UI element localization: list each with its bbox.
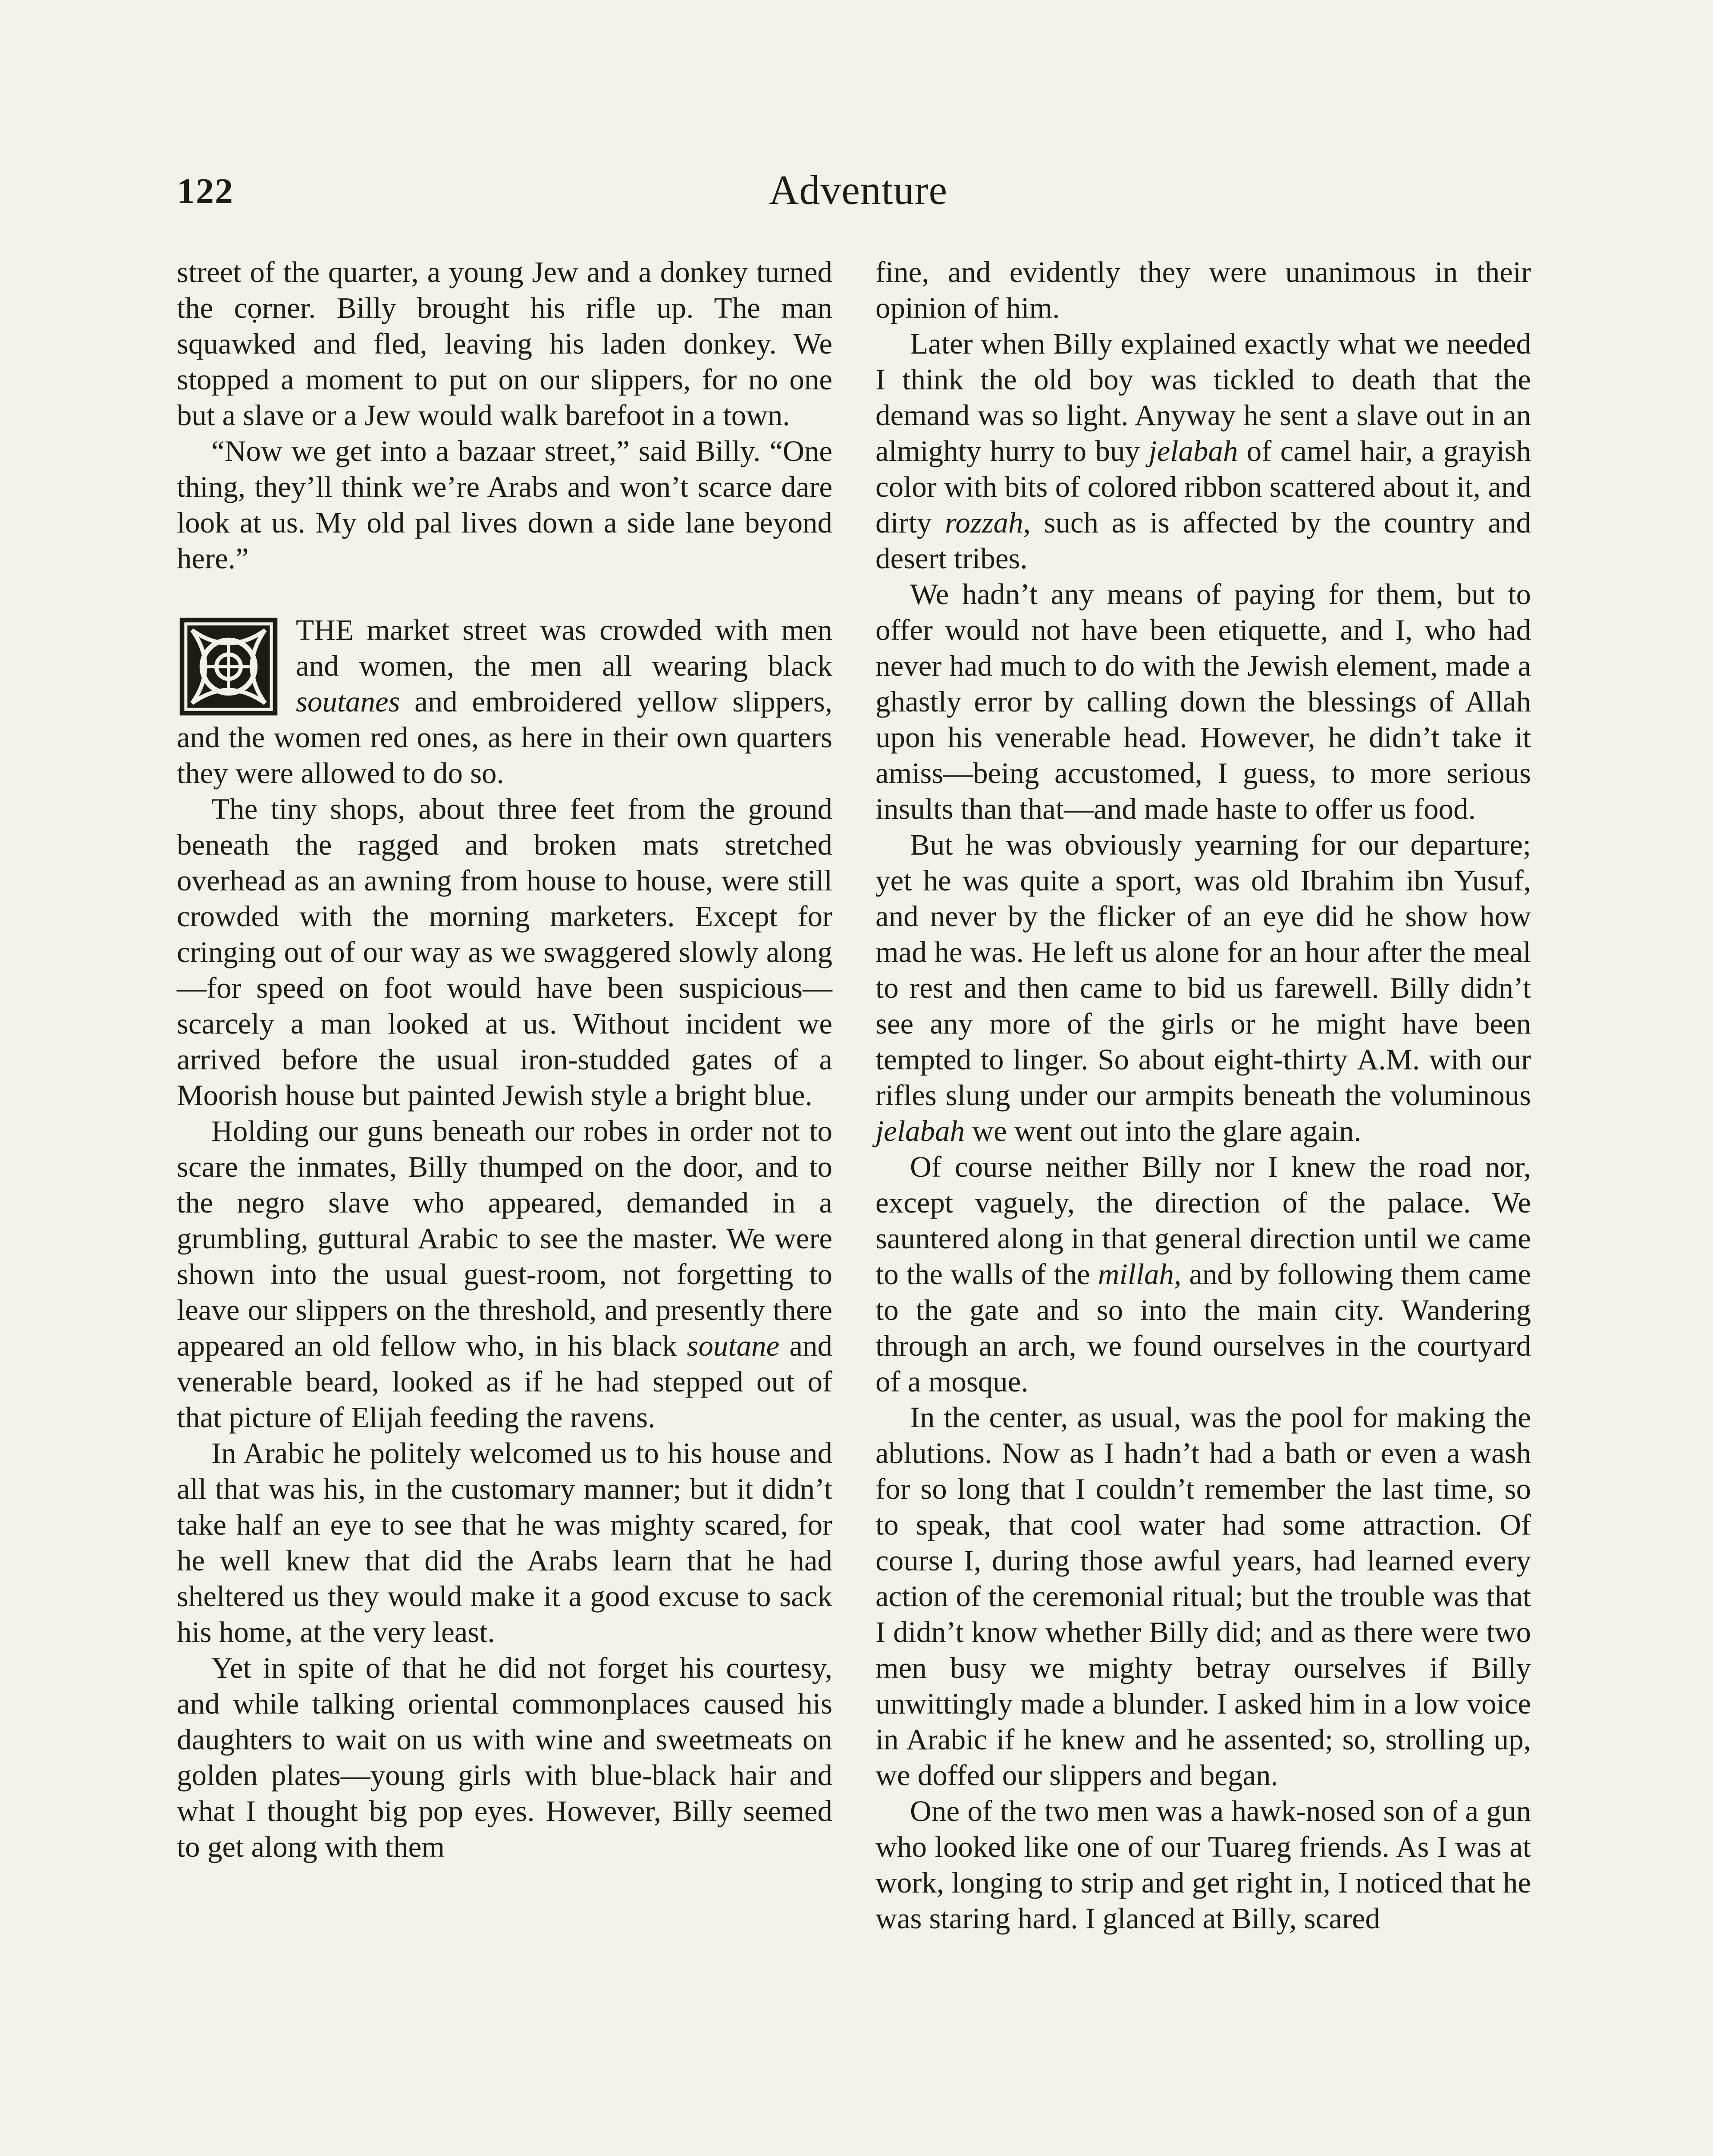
italic-term: soutanes <box>296 685 400 718</box>
paragraph: In Arabic he politely welcomed us to his house and all that was his, in the customary manner; but it didn’t take half an eye to see that he was mighty scared, for he well knew that did the Arabs learn that he had sheltered us they would make it a good excuse to sack his home, at the very least. <box>177 1437 832 1648</box>
section-opening-paragraph <box>177 612 832 791</box>
celtic-knot-ornament-icon <box>177 616 280 718</box>
italic-term: soutane <box>687 1329 780 1362</box>
paragraph <box>875 1149 1531 1400</box>
paragraph: street of the quarter, a young Jew and a donkey turned the cọrner. Billy brought his rifle up. The man squawked and fled, leaving his laden donkey. We stopped a moment to put on our slippers, for no one but a slave or a Jew would walk barefoot in a town. <box>177 256 832 432</box>
left-column <box>177 254 832 1865</box>
paragraph: fine, and evidently they were unanimous in their opinion of him. <box>875 256 1531 324</box>
paragraph-text: of camel hair, a grayish color with bits of colored ribbon scattered about it, and dirty <box>875 435 1531 539</box>
paragraph-text: and venerable beard, looked as if he had stepped out of that picture of Elijah feeding the ravens. <box>177 1329 832 1434</box>
paragraph <box>177 1113 832 1435</box>
page-number: 122 <box>177 171 234 211</box>
paragraph-text: Of course neither Billy nor I knew the road nor, except vaguely, the direction of the palace. We sauntered along in that general direction until we came to the walls of the <box>875 1150 1531 1291</box>
paragraph: Yet in spite of that he did not forget his courtesy, and while talking oriental commonplaces caused his daughters to wait on us with wine and sweetmeats on golden plates—young girls with blue-black hair and what I thought big pop eyes. However, Billy seemed to get along with them <box>177 1651 832 1863</box>
paragraph-text: and by following them came to the gate and so into the main city. Wandering through an arch, we found ourselves in the courtyard of a mosque. <box>875 1258 1531 1398</box>
paragraph-text: we went out into the glare again. <box>964 1115 1362 1147</box>
page-header <box>173 166 1544 222</box>
paragraph-text: THE market street was crowded with men and women, the men all wearing black <box>296 614 832 682</box>
paragraph: One of the two men was a hawk-nosed son of a gun who looked like one of our Tuareg friends. As I was at work, longing to strip and get right in, I noticed that he was staring hard. I glanced at Billy, scared <box>875 1795 1531 1935</box>
paragraph: The tiny shops, about three feet from the ground beneath the ragged and broken mats stretched overhead as an awning from house to house, were still crowded with the morning marketers. Except for cringing out of our way as we swaggered slowly along—for speed on foot would have been suspicious—scarcely a man looked at us. Without incident we arrived before the usual iron-studded gates of a Moorish house but painted Jewish style a bright blue. <box>177 793 832 1112</box>
right-column <box>875 254 1531 1937</box>
paragraph: We hadn’t any means of paying for them, but to offer would not have been etiquette, and I, who had never had much to do with the Jewish element, made a ghastly error by calling down the blessings of Allah upon his venerable head. However, he didn’t take it amiss—being accustomed, I guess, to more serious insults than that—and made haste to offer us food. <box>875 578 1531 825</box>
italic-term: jelabah <box>875 1115 965 1147</box>
paragraph-text: Holding our guns beneath our robes in order not to scare the inmates, Billy thumped on the door, and to the negro slave who appeared, demanded in a grumbling, guttural Arabic to see the master. We were shown into the usual guest-room, not forgetting to leave our slippers on the threshold, and presently there appeared an old fellow who, in his black <box>177 1115 832 1362</box>
paragraph-text: But he was obviously yearning for our departure; yet he was quite a sport, was old Ibrahim ibn Yusuf, and never by the flicker of an eye did he show how mad he was. He left us alone for an hour after the meal to rest and then came to bid us farewell. Billy didn’t see any more of the girls or he might have been tempted to linger. So about eight-thirty <box>875 828 1531 1076</box>
paragraph-text: with our rifles slung under our armpits beneath the voluminous <box>875 1043 1531 1112</box>
paragraph <box>875 827 1531 1149</box>
paragraph <box>875 326 1531 577</box>
paragraph-text: , such as is affected by the country and desert tribes. <box>875 506 1531 575</box>
paragraph: In the center, as usual, was the pool for making the ablutions. Now as I hadn’t had a bath or even a wash for so long that I couldn’t remember the last time, so to speak, that cool water had some attraction. Of course I, during those awful years, had learned every action of the ceremonial ritual; but the trouble was that I didn’t know whether Billy did; and as there were two men busy we mighty betray ourselves if Billy unwittingly made a blunder. I asked him in a low voice in Arabic if he knew and he assented; so, strolling up, we doffed our slippers and began. <box>875 1401 1531 1792</box>
running-title: Adventure <box>769 167 948 213</box>
time-abbreviation: A.M. <box>1357 1043 1420 1076</box>
italic-term: rozzah <box>945 506 1023 539</box>
paragraph: “Now we get into a bazaar street,” said Billy. “One thing, they’ll think we’re Arabs and won’t scarce dare look at us. My old pal lives down a side lane beyond here.” <box>177 435 832 575</box>
italic-term: jelabah <box>1148 435 1238 467</box>
paragraph-text: and embroidered yellow slippers, and the women red ones, as here in their own quarters they were allowed to do so. <box>177 685 832 790</box>
paragraph-text: Later when Billy explained exactly what we needed I think the old boy was tickled to death that the demand was so light. Anyway he sent a slave out in an almighty hurry to buy <box>875 327 1531 467</box>
italic-term: millah, <box>1098 1258 1182 1291</box>
